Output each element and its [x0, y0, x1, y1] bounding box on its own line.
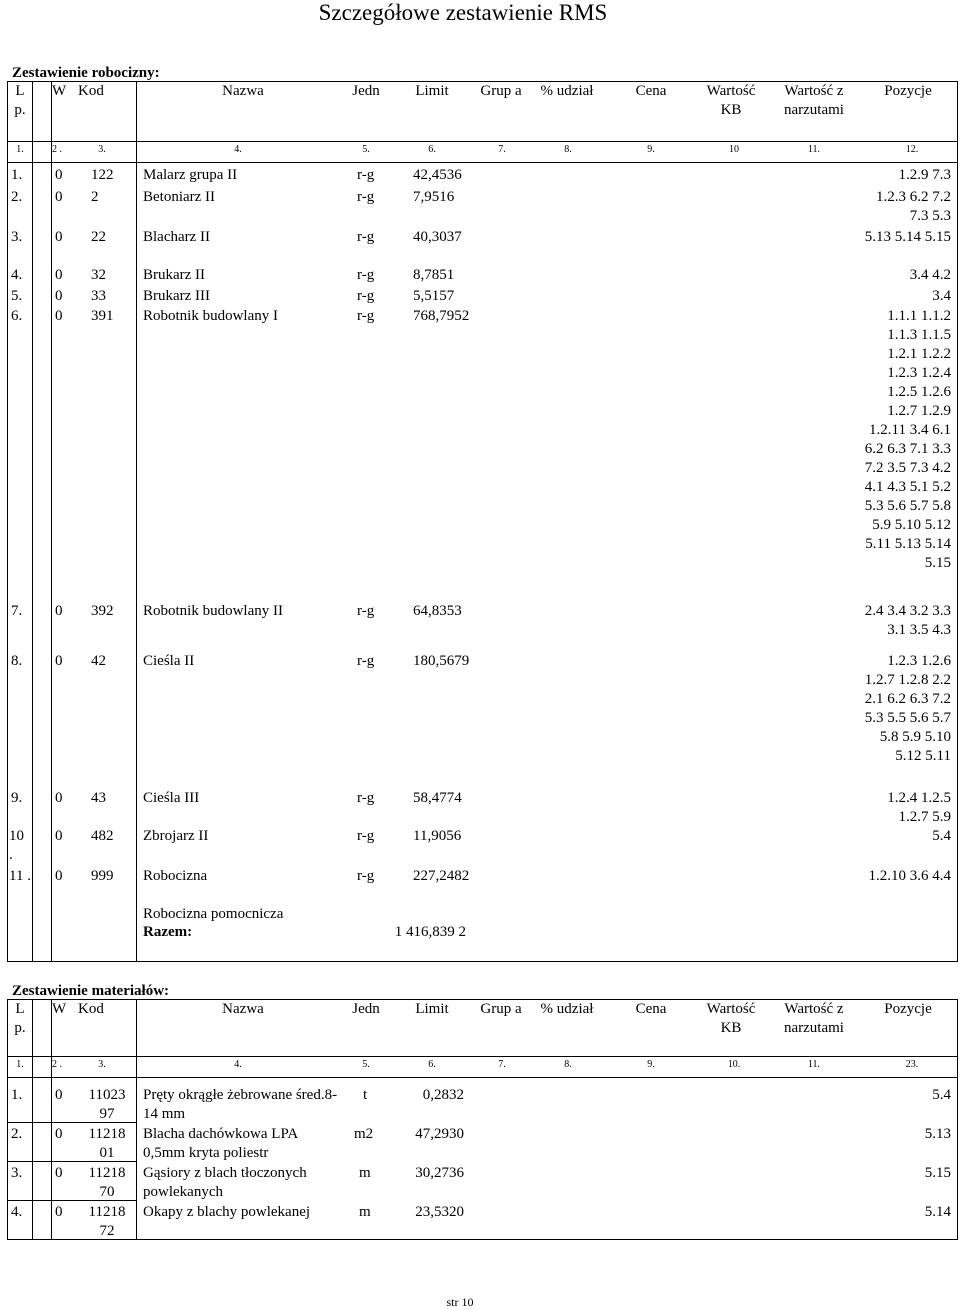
row-nazwa: Blacha dachówkowa LPA 0,5mm kryta poliestr — [143, 1126, 298, 1161]
helper-label: Robocizna pomocnicza — [143, 906, 284, 922]
row-nazwa: Okapy z blachy powlekanej — [143, 1204, 311, 1220]
row-kod: 482 — [91, 828, 114, 844]
row-limit: 5,5157 — [413, 288, 455, 304]
row-jedn: r-g — [357, 267, 375, 283]
labor-header-w: W — [52, 83, 67, 99]
row-lp: 2. — [11, 189, 23, 205]
total-value: 1 416,839 2 — [394, 924, 466, 940]
labor-header-wartosc-kb: Wartość KB — [706, 83, 756, 118]
row-jedn: r-g — [357, 790, 375, 806]
row-lp: 1. — [11, 1087, 23, 1103]
row-pozycje: 5.4 — [932, 1087, 951, 1103]
row-nazwa: Brukarz III — [143, 288, 211, 304]
labor-colnum: 12. — [905, 144, 919, 155]
row-pozycje: 1.1.1 1.1.2 1.1.3 1.1.5 1.2.1 1.2.2 1.2.3 1.2.4 1.2.5 1.2.6 1.2.7 1.2.9 1.2.11 3.4 6.1 6.2 6.3 7.1 3.3 7.2 3.5 7.3 4.2 4.1 4.3 5.1 5.2 5.3 5.6 5.7 5.8 5.9 5.10 5.12 5.11 5.13 5.14 5.15 — [864, 308, 951, 571]
row-limit: 30,2736 — [415, 1165, 464, 1181]
row-kod: 391 — [91, 308, 114, 324]
labor-header-grupa: Grup a — [480, 83, 522, 99]
row-kod: 392 — [91, 603, 114, 619]
row-limit: 40,3037 — [413, 229, 462, 245]
page-number: str 10 — [446, 1295, 474, 1309]
row-w: 0 — [55, 828, 63, 844]
row-kod: 33 — [91, 288, 106, 304]
mat-colnum: 5. — [362, 1059, 370, 1070]
mat-colnum: 8. — [564, 1059, 572, 1070]
mat-colnum: 3. — [98, 1059, 106, 1070]
row-lp: 6. — [11, 308, 23, 324]
row-kod: 2 — [91, 189, 99, 205]
labor-colnum: 10 — [729, 144, 739, 155]
row-nazwa: Cieśla II — [143, 653, 195, 669]
row-w: 0 — [55, 189, 63, 205]
row-lp: 4. — [11, 1204, 23, 1220]
row-nazwa: Pręty okrągłe żebrowane śred.8-14 mm — [143, 1087, 338, 1122]
row-w: 0 — [55, 1087, 63, 1103]
materials-table — [7, 999, 958, 1240]
labor-header-jedn: Jedn — [352, 83, 380, 99]
row-nazwa: Malarz grupa II — [143, 167, 238, 183]
row-nazwa: Cieśla III — [143, 790, 200, 806]
mat-header-limit: Limit — [415, 1001, 449, 1017]
labor-header-wartosc-narzut: Wartość z narzutami — [784, 83, 844, 118]
row-w: 0 — [55, 653, 63, 669]
row-w: 0 — [55, 1126, 63, 1142]
mat-colnum: 11. — [807, 1059, 821, 1070]
mat-colnum: 10. — [727, 1059, 741, 1070]
row-lp: 3. — [11, 229, 23, 245]
row-w: 0 — [55, 603, 63, 619]
row-lp: 8. — [11, 653, 23, 669]
mat-header-cena: Cena — [635, 1001, 667, 1017]
row-kod: 11218 70 — [88, 1165, 126, 1200]
row-nazwa: Blacharz II — [143, 229, 211, 245]
labor-section-title: Zestawienie robocizny: — [12, 65, 160, 81]
row-pozycje: 1.2.3 1.2.6 1.2.7 1.2.8 2.2 2.1 6.2 6.3 7.2 5.3 5.5 5.6 5.7 5.8 5.9 5.10 5.12 5.11 — [864, 653, 951, 764]
row-limit: 227,2482 — [413, 868, 470, 884]
row-jedn: r-g — [357, 653, 375, 669]
row-limit: 0,2832 — [422, 1087, 464, 1103]
row-lp: 9. — [11, 790, 23, 806]
row-jedn: r-g — [357, 868, 375, 884]
mat-header-grupa: Grup a — [480, 1001, 522, 1017]
row-w: 0 — [55, 308, 63, 324]
row-jedn: r-g — [357, 167, 375, 183]
row-w: 0 — [55, 229, 63, 245]
row-w: 0 — [55, 790, 63, 806]
labor-header-cena: Cena — [635, 83, 667, 99]
labor-header-nazwa: Nazwa — [222, 83, 264, 99]
mat-header-w: W — [52, 1001, 67, 1017]
row-jedn: r-g — [357, 229, 375, 245]
row-limit: 11,9056 — [413, 828, 462, 844]
row-limit: 58,4774 — [413, 790, 462, 806]
labor-colnum: 11. — [807, 144, 821, 155]
row-nazwa: Gąsiory z blach tłoczonych powlekanych — [143, 1165, 307, 1200]
row-w: 0 — [55, 1165, 63, 1181]
row-nazwa: Robocizna — [143, 868, 208, 884]
row-kod: 122 — [91, 167, 114, 183]
mat-header-udzial: % udział — [540, 1001, 594, 1017]
row-kod: 11218 72 — [88, 1204, 126, 1239]
labor-colnum: 8. — [564, 144, 572, 155]
labor-header-udzial: % udział — [540, 83, 594, 99]
row-kod: 43 — [91, 790, 106, 806]
total-label: Razem: — [143, 924, 193, 940]
row-pozycje: 5.14 — [924, 1204, 951, 1220]
row-lp: 11 . — [9, 868, 31, 884]
row-jedn: m — [359, 1204, 371, 1220]
row-lp: 10 . — [9, 828, 24, 863]
mat-colnum: 1. — [16, 1059, 24, 1070]
labor-header-kod: Kod — [78, 83, 104, 99]
mat-colnum: 4. — [234, 1059, 242, 1070]
row-lp: 1. — [11, 167, 23, 183]
row-jedn: r-g — [357, 828, 375, 844]
row-kod: 22 — [91, 229, 106, 245]
mat-header-jedn: Jedn — [352, 1001, 380, 1017]
row-jedn: r-g — [357, 308, 375, 324]
row-lp: 4. — [11, 267, 23, 283]
row-jedn: t — [363, 1087, 368, 1103]
row-pozycje: 1.2.3 6.2 7.2 7.3 5.3 — [876, 189, 951, 224]
labor-colnum: 7. — [498, 144, 506, 155]
row-pozycje: 1.2.9 7.3 — [898, 167, 951, 183]
labor-colnum: 3. — [98, 144, 106, 155]
page-title: Szczegółowe zestawienie RMS — [318, 0, 608, 25]
row-kod: 11218 01 — [88, 1126, 126, 1161]
row-pozycje: 5.13 5.14 5.15 — [864, 229, 951, 245]
row-limit: 7,9516 — [413, 189, 455, 205]
row-nazwa: Betoniarz II — [143, 189, 216, 205]
row-nazwa: Robotnik budowlany II — [143, 603, 283, 619]
row-kod: 32 — [91, 267, 106, 283]
mat-header-pozycje: Pozycje — [884, 1001, 932, 1017]
row-pozycje: 5.4 — [932, 828, 951, 844]
row-w: 0 — [55, 267, 63, 283]
row-pozycje: 2.4 3.4 3.2 3.3 3.1 3.5 4.3 — [864, 603, 951, 638]
row-pozycje: 1.2.10 3.6 4.4 — [868, 868, 951, 884]
row-w: 0 — [55, 288, 63, 304]
row-jedn: r-g — [357, 288, 375, 304]
labor-header-pozycje: Pozycje — [884, 83, 932, 99]
row-jedn: r-g — [357, 189, 375, 205]
row-nazwa: Robotnik budowlany I — [143, 308, 278, 324]
mat-colnum: 23. — [905, 1059, 919, 1070]
labor-colnum: 1. — [16, 144, 24, 155]
mat-colnum: 7. — [498, 1059, 506, 1070]
materials-section-title: Zestawienie materiałów: — [12, 983, 170, 999]
row-pozycje: 3.4 — [932, 288, 951, 304]
row-limit: 180,5679 — [413, 653, 470, 669]
mat-header-wartosc-narzut: Wartość z narzutami — [784, 1001, 844, 1036]
row-lp: 7. — [11, 603, 23, 619]
row-nazwa: Zbrojarz II — [143, 828, 209, 844]
row-pozycje: 5.15 — [924, 1165, 951, 1181]
row-nazwa: Brukarz II — [143, 267, 206, 283]
row-lp: 5. — [11, 288, 23, 304]
row-limit: 64,8353 — [413, 603, 462, 619]
row-jedn: m2 — [354, 1126, 374, 1142]
row-w: 0 — [55, 167, 63, 183]
labor-colnum: 5. — [362, 144, 370, 155]
mat-colnum: 2 . — [52, 1059, 62, 1070]
row-limit: 42,4536 — [413, 167, 462, 183]
row-w: 0 — [55, 868, 63, 884]
row-jedn: m — [359, 1165, 371, 1181]
mat-header-kod: Kod — [78, 1001, 104, 1017]
row-limit: 23,5320 — [415, 1204, 464, 1220]
row-pozycje: 3.4 4.2 — [909, 267, 951, 283]
mat-header-wartosc-kb: Wartość KB — [706, 1001, 756, 1036]
labor-colnum: 9. — [647, 144, 655, 155]
row-kod: 11023 97 — [88, 1087, 126, 1122]
row-pozycje: 1.2.4 1.2.5 1.2.7 5.9 — [887, 790, 951, 825]
row-jedn: r-g — [357, 603, 375, 619]
labor-colnum: 2 . — [52, 144, 62, 155]
labor-header-limit: Limit — [415, 83, 449, 99]
row-kod: 42 — [91, 653, 106, 669]
row-w: 0 — [55, 1204, 63, 1220]
row-limit: 768,7952 — [413, 308, 470, 324]
row-limit: 8,7851 — [413, 267, 455, 283]
labor-header-lp: L p. — [14, 83, 26, 118]
labor-colnum: 4. — [234, 144, 242, 155]
row-pozycje: 5.13 — [924, 1126, 951, 1142]
row-lp: 3. — [11, 1165, 23, 1181]
mat-colnum: 9. — [647, 1059, 655, 1070]
mat-colnum: 6. — [428, 1059, 436, 1070]
mat-header-nazwa: Nazwa — [222, 1001, 264, 1017]
row-kod: 999 — [91, 868, 114, 884]
row-lp: 2. — [11, 1126, 23, 1142]
row-limit: 47,2930 — [415, 1126, 464, 1142]
labor-colnum: 6. — [428, 144, 436, 155]
mat-header-lp: L p. — [14, 1001, 26, 1036]
labor-table — [7, 81, 958, 962]
